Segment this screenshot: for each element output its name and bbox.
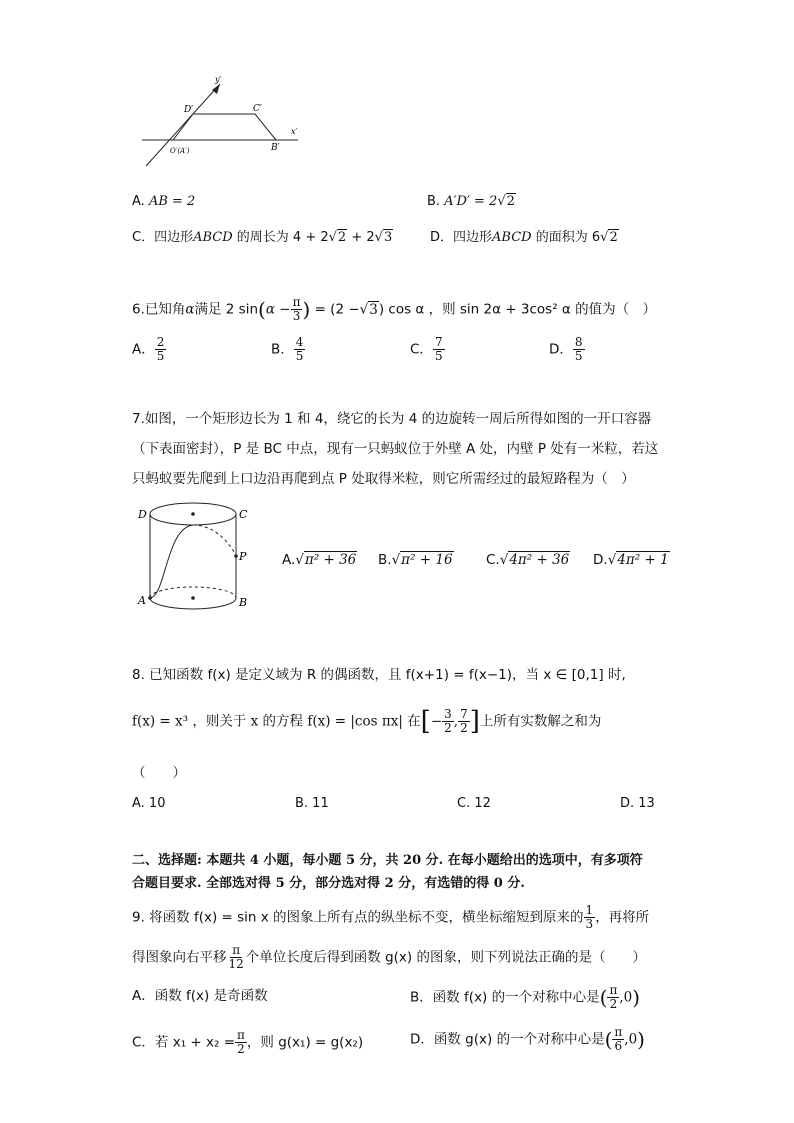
q9-f2-num: π	[232, 943, 241, 957]
q9-option-a[interactable]: A．函数 f(x) 是奇函数	[132, 988, 268, 1004]
q6-alpha: α	[185, 301, 195, 318]
q6-option-d[interactable]	[549, 336, 585, 363]
q7-option-c-radicand: 4π² + 36	[509, 552, 570, 568]
q8-int-a-den: 2	[444, 721, 452, 736]
q8-line1: 8. 已知函数 f(x) 是定义域为 R 的偶函数，且 f(x+1) = f(x−1)，当 x ∈ [0,1] 时,	[132, 667, 626, 683]
q9-option-d[interactable]: D．函数 g(x) 的一个对称中心是( $\frac{\pi}{6}$ ,0)	[410, 1025, 645, 1054]
q6-three: 3	[292, 309, 301, 324]
label-d: D	[138, 508, 147, 521]
q8-option-b[interactable]: B. 11	[295, 796, 329, 811]
q5-option-c-prefix: C．	[132, 230, 155, 245]
q6-pi: π	[292, 295, 301, 309]
q7-option-d-radicand: 4π² + 1	[617, 552, 669, 568]
q9-f1-num: 1	[585, 903, 594, 917]
label-c: C	[239, 508, 248, 521]
bottom-center-dot	[191, 596, 195, 600]
q6-option-d-label: D．	[549, 341, 573, 358]
q6-option-b-label: B．	[271, 341, 294, 358]
q5-option-c-plus: + 2	[347, 230, 375, 245]
cylinder-figure	[136, 500, 256, 618]
ant-path-outer	[150, 525, 193, 598]
q5-option-b[interactable]: B. A′D′ = 2√2	[427, 194, 515, 209]
trapezoid-shape	[173, 114, 276, 140]
q9-line2b: 个单位长度后得到函数 g(x) 的图象，则下列说法正确的是（ ）	[245, 949, 646, 966]
q9-option-b[interactable]: B．函数 f(x) 的一个对称中心是( $\frac{\pi}{2}$ ,0)	[410, 983, 641, 1012]
q6-option-d-den: 5	[574, 349, 583, 364]
label-c-prime: C′	[253, 104, 262, 114]
q5-option-c-r1: 2	[337, 230, 347, 245]
q9-line1	[132, 904, 649, 931]
q9-option-b-den: 2	[609, 997, 618, 1012]
q9-option-d-num: π	[614, 1025, 623, 1039]
q6-option-b-den: 5	[295, 349, 304, 364]
q7-option-d[interactable]: D.√4π² + 1	[593, 552, 669, 568]
q6-rad3: 3	[369, 301, 378, 318]
q5-option-a[interactable]	[132, 194, 195, 210]
oblique-projection-figure	[138, 70, 308, 175]
q9-line2	[132, 944, 646, 971]
q6-option-b-num: 4	[295, 335, 304, 349]
q9-option-d-den: 6	[614, 1039, 623, 1054]
q9-f2-den: 12	[228, 957, 244, 972]
point-p-dot	[234, 554, 238, 558]
q6-stem-c: = (2 −	[310, 301, 360, 318]
q9-option-c[interactable]	[132, 1029, 363, 1056]
label-d-prime: D′	[184, 105, 194, 115]
q9-line2a: 得图象向右平移	[132, 949, 227, 966]
q8-line2b: 上所有实数解之和为	[479, 713, 602, 730]
q6-option-a-num: 2	[156, 335, 165, 349]
q6-option-a-den: 5	[156, 349, 165, 364]
q5-option-d-prefix: D．	[430, 230, 454, 245]
section2-line2: 合题目要求. 全部选对得 5 分，部分选对得 2 分，有选错的得 0 分.	[132, 876, 525, 891]
q7-line2: （下表面密封），P 是 BC 中点，现有一只蚂蚁位于外壁 A 处，内壁 P 处有一米粒，若这	[132, 441, 659, 457]
q5-option-b-radicand: 2	[506, 194, 515, 209]
q5-option-a-prefix: A.	[132, 194, 149, 209]
q5-option-a-text: AB = 2	[148, 194, 196, 209]
label-o-prime: O′(A′)	[170, 147, 190, 155]
q7-option-a-radicand: π² + 36	[304, 552, 357, 568]
q5-option-d-mid: 的面积为 6	[531, 230, 601, 245]
q7-option-d-label: D.	[593, 552, 608, 568]
section2-line1: 二、选择题: 本题共 4 小题，每小题 5 分，共 20 分. 在每小题给出的选项中，有多项符	[132, 853, 643, 868]
q5-option-b-text: A′D′ = 2	[444, 194, 498, 209]
q6-option-c-num: 7	[434, 335, 443, 349]
q6-option-a-label: A．	[132, 341, 155, 358]
q8-line2: f(x) = x³ ，则关于 x 的方程 f(x) = |cos πx| 在[− $\frac{3}{2}$ , $\frac{7}{2}$ ]上所有实数解之和为	[132, 706, 602, 737]
q9-f1-den: 3	[585, 917, 594, 932]
q5-option-d-var: ABCD	[492, 230, 532, 245]
q8-int-b-den: 2	[460, 721, 468, 736]
q6-option-d-num: 8	[574, 335, 583, 349]
q6-stem: 6.已知角α满足 2 sin(α − $\frac{\pi}{3}$ ) = (2 −√3) cos α ，则 sin 2α + 3cos² α 的值为（ ）	[132, 295, 657, 324]
q7-option-b[interactable]: B.√π² + 16	[378, 552, 453, 568]
q5-option-d[interactable]: D．四边形ABCD 的面积为 6√2	[430, 230, 618, 245]
q7-option-b-radicand: π² + 16	[401, 552, 453, 568]
q7-option-a[interactable]: A.√π² + 36	[282, 552, 357, 568]
q9-option-d-text: D．函数 g(x) 的一个对称中心是	[410, 1031, 605, 1048]
q9-line1b: ，再将所	[595, 909, 650, 926]
label-p: P	[239, 550, 247, 563]
q6-stem-b: 满足 2 sin	[194, 301, 259, 318]
q5-option-c[interactable]: C．四边形ABCD 的周长为 4 + 2√2 + 2√3	[132, 230, 393, 245]
q8-option-c[interactable]: C. 12	[457, 796, 491, 811]
label-b-prime: B′	[271, 143, 280, 153]
q9-option-c-a: C．若 x₁ + x₂ =	[132, 1034, 236, 1051]
q5-option-b-prefix: B.	[427, 194, 445, 209]
q9-option-b-text: B．函数 f(x) 的一个对称中心是	[410, 989, 600, 1006]
q5-option-d-text: 四边形	[453, 230, 493, 245]
q7-option-c[interactable]: C.√4π² + 36	[486, 552, 570, 568]
q8-paren: （ ）	[132, 765, 186, 781]
q8-int-b-num: 7	[460, 707, 468, 721]
label-b: B	[239, 596, 248, 609]
q9-option-d-tail: ,0	[624, 1031, 638, 1048]
q7-option-c-label: C.	[486, 552, 500, 568]
q5-option-c-r2: 3	[383, 230, 393, 245]
label-y-prime: y′	[215, 75, 222, 84]
q6-option-c-den: 5	[434, 349, 443, 364]
q6-option-a[interactable]	[132, 336, 166, 363]
q7-line1: 7.如图，一个矩形边长为 1 和 4，绕它的长为 4 的边旋转一周后所得如图的一开口容器	[132, 411, 652, 427]
q8-line2a: f(x) = x³ ，则关于 x 的方程 f(x) = |cos πx| 在	[132, 713, 421, 730]
q6-option-c[interactable]	[410, 336, 445, 363]
point-a-dot	[148, 596, 152, 600]
q6-option-c-label: C．	[410, 341, 433, 358]
q9-option-c-den: 2	[237, 1042, 245, 1057]
q6-stem-d: ) cos α ，则 sin 2α + 3cos² α 的值为（ ）	[378, 301, 657, 318]
q5-option-d-r1: 2	[609, 230, 618, 245]
q9-option-c-num: π	[237, 1028, 245, 1042]
q9-option-b-tail: ,0	[619, 989, 633, 1006]
label-a: A	[138, 594, 146, 607]
q5-option-c-text: 四边形	[154, 230, 194, 245]
y-axis-arrow	[212, 84, 220, 94]
q7-option-a-label: A.	[282, 552, 296, 568]
q9-option-c-b: ，则 g(x₁) = g(x₂)	[246, 1034, 364, 1051]
q8-option-d[interactable]: D. 13	[620, 796, 655, 811]
q7-line3: 只蚂蚁要先爬到上口边沿再爬到点 P 处取得米粒，则它所需经过的最短路程为（ ）	[132, 471, 635, 487]
q8-option-a[interactable]: A. 10	[132, 796, 166, 811]
top-center-dot	[191, 512, 195, 516]
q5-option-c-var: ABCD	[193, 230, 233, 245]
q9-option-b-num: π	[609, 983, 618, 997]
label-x-prime: x′	[291, 127, 298, 136]
q7-option-b-label: B.	[378, 552, 392, 568]
q6-arg-a: α −	[265, 301, 291, 318]
q6-option-b[interactable]	[271, 336, 305, 363]
ant-path-inner	[193, 525, 236, 556]
q8-int-a-num: 3	[444, 707, 452, 721]
q9-line1a: 9. 将函数 f(x) = sin x 的图象上所有点的纵坐标不变，横坐标缩短到原来的	[132, 909, 584, 926]
q6-stem-a: 6.已知角	[132, 301, 186, 318]
q5-option-c-mid: 的周长为 4 + 2	[232, 230, 329, 245]
